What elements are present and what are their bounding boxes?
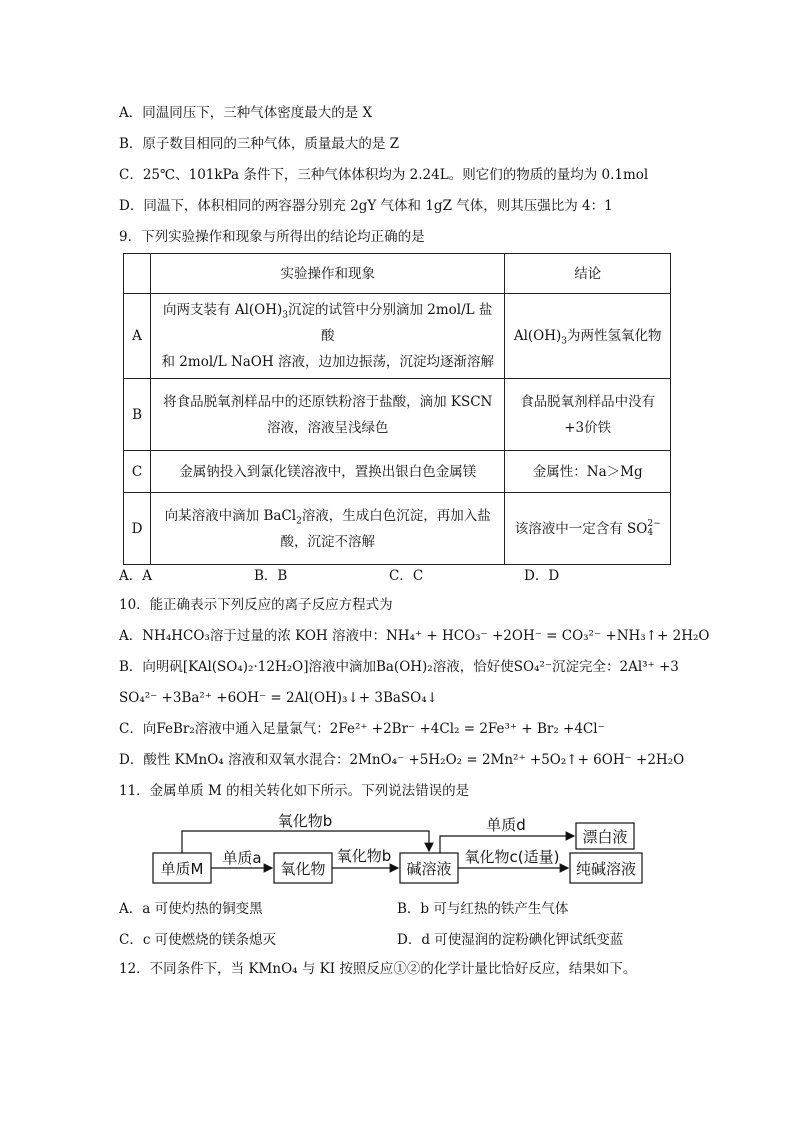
- row-operation: 向两支装有 $Al(OH)_3$沉淀的试管中分别滴加 2mol/L 盐酸 和 2mol/L NaOH 溶液，边加边振荡，沉淀均逐渐溶解: [151, 294, 505, 379]
- table-row: [124, 294, 671, 379]
- row-label: A: [124, 294, 151, 379]
- arrow-a-label: 单质a: [222, 849, 262, 867]
- header-conclusion: 结论: [505, 254, 671, 294]
- q10-option-a: A．NH₄HCO₃溶于过量的浓 KOH 溶液中：NH₄⁺ + HCO₃⁻ +2OH⁻ = CO₃²⁻ +NH₃↑+ 2H₂O: [119, 628, 710, 644]
- q10-option-d: D．酸性 KMnO₄ 溶液和双氧水混合：2MnO₄⁻ +5H₂O₂ = 2Mn²⁺ +5O₂↑+ 6OH⁻ +2H₂O: [119, 752, 685, 768]
- row-label: D: [124, 493, 151, 565]
- q8-option-d: D．同温下，体积相同的两容器分别充 2gY 气体和 1gZ 气体，则其压强比为 4：1: [119, 198, 613, 214]
- row-conclusion: 金属性：Na＞Mg: [505, 451, 671, 493]
- q8-option-a: A．同温同压下，三种气体密度最大的是 X: [119, 105, 373, 121]
- q11-option-d: D．d 可使湿润的淀粉碘化钾试纸变蓝: [397, 932, 624, 948]
- box-bleach-label: 漂白液: [582, 828, 628, 846]
- arrow-d-label: 单质d: [486, 816, 526, 834]
- arrow-c-label: 氧化物c(适量): [464, 848, 560, 866]
- box-metal-m-label: 单质M: [160, 860, 204, 878]
- row-label: C: [124, 451, 151, 493]
- row-conclusion: 该溶液中一定含有 SO2− 4: [505, 493, 671, 565]
- q11-option-c: C．c 可使燃烧的镁条熄灭: [119, 932, 277, 948]
- q8-option-c: C．25℃、101kPa 条件下，三种气体体积均为 2.24L。则它们的物质的量均为 0.1mol: [119, 167, 649, 183]
- row-operation: 将食品脱氧剂样品中的还原铁粉溶于盐酸，滴加 KSCN 溶液，溶液呈浅绿色: [151, 379, 505, 451]
- row-conclusion: 食品脱氧剂样品中没有 +3价铁: [505, 379, 671, 451]
- box-soda-solution-label: 纯碱溶液: [575, 860, 637, 878]
- q11-option-b: B．b 可与红热的铁产生气体: [397, 901, 569, 917]
- table-row: [124, 451, 671, 493]
- q11-options-row2: [119, 928, 679, 948]
- q9-option-b: B．B: [254, 568, 288, 584]
- q9-option-c: C．C: [389, 568, 424, 584]
- q10-option-b-line2: SO₄²⁻ +3Ba²⁺ +6OH⁻ = 2Al(OH)₃↓+ 3BaSO₄↓: [119, 690, 438, 706]
- row-label: B: [124, 379, 151, 451]
- table-header-row: [124, 254, 671, 294]
- box-oxide-label: 氧化物: [280, 860, 326, 878]
- q11-options-row1: [119, 897, 679, 917]
- q11-option-a: A．a 可使灼热的铜变黑: [119, 901, 263, 917]
- q9-stem: 9．下列实验操作和现象与所得出的结论均正确的是: [119, 229, 425, 245]
- q11-stem: 11．金属单质 M 的相关转化如下所示。下列说法错误的是: [119, 783, 470, 799]
- conversion-flowchart: [150, 813, 650, 889]
- q9-table: [123, 253, 671, 565]
- q12-stem: 12．不同条件下，当 KMnO₄ 与 KI 按照反应①②的化学计量比恰好反应，结果如下。: [119, 961, 637, 977]
- arrow-m-to-base-top: [182, 831, 429, 853]
- row-conclusion: $Al(OH)_3$为两性氢氧化物: [505, 294, 671, 379]
- q9-options: [119, 564, 659, 584]
- table-row: [124, 379, 671, 451]
- table-row: [124, 493, 671, 565]
- q9-option-a: A．A: [119, 568, 152, 584]
- header-operation: 实验操作和现象: [151, 254, 505, 294]
- box-base-solution-label: 碱溶液: [406, 860, 452, 878]
- q10-stem: 10．能正确表示下列反应的离子反应方程式为: [119, 597, 393, 613]
- row-operation: 金属钠投入到氯化镁溶液中，置换出银白色金属镁: [151, 451, 505, 493]
- row-operation: 向某溶液中滴加 BaCl$_2$溶液，生成白色沉淀，再加入盐 酸，沉淀不溶解: [151, 493, 505, 565]
- q8-option-b: B．原子数目相同的三种气体，质量最大的是 Z: [119, 136, 400, 152]
- q10-option-b-line1: B．向明矾[KAl(SO₄)₂·12H₂O]溶液中滴加Ba(OH)₂溶液，恰好使SO₄²⁻沉淀完全：2Al³⁺ +3: [119, 659, 679, 675]
- q9-option-d: D．D: [524, 568, 560, 584]
- q10-option-c: C．向FeBr₂溶液中通入足量氯气：2Fe²⁺ +2Br⁻ +4Cl₂ = 2Fe³⁺ + Br₂ +4Cl⁻: [119, 721, 605, 737]
- arrow-b-label: 氧化物b: [336, 847, 392, 865]
- arrow-b-top-label: 氧化物b: [277, 813, 333, 830]
